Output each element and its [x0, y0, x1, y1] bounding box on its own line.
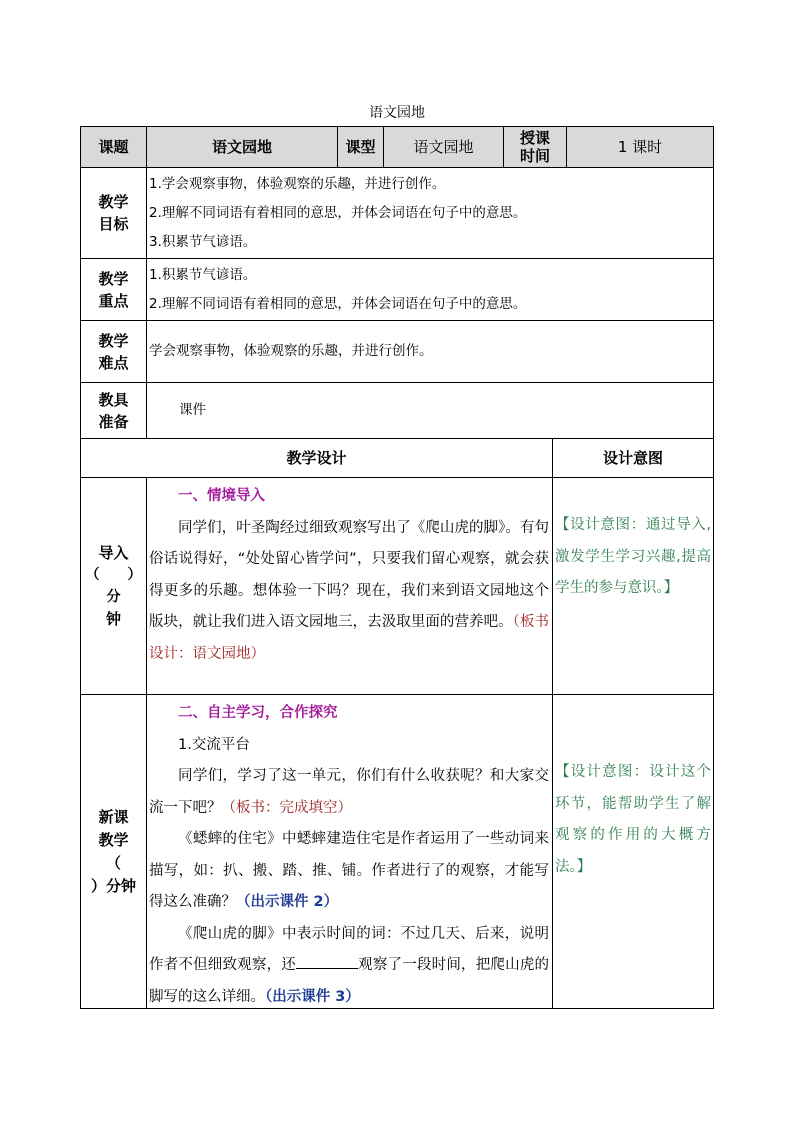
new-lesson-label-line1: 新课	[98, 807, 129, 826]
document-title: 语文园地	[369, 105, 425, 121]
intro-label-line3: 钟	[105, 610, 121, 628]
key-points-label-line2: 重点	[98, 291, 129, 310]
time-value: 1 课时	[566, 126, 714, 168]
fill-blank	[296, 950, 358, 969]
goal-item: 3.积累节气谚语。	[149, 234, 257, 250]
intro-intent: 【设计意图：通过导入,激发学生学习兴趣,提高学生的参与意识。】	[552, 477, 714, 695]
intro-label-line2: （ ）分	[85, 567, 142, 605]
new-lesson-heading: 二、自主学习，合作探究	[178, 705, 338, 721]
topic-value: 语文园地	[146, 126, 338, 168]
lesson-plan-table	[80, 126, 714, 1009]
type-label: 课型	[337, 126, 384, 168]
goals-label-line2: 目标	[98, 215, 129, 233]
p2-note: （出示课件 2）	[236, 894, 339, 910]
goal-item: 2.理解不同词语有着相同的意思，并体会词语在句子中的意思。	[149, 205, 527, 221]
intro-board-note: （板书设计：语文园地）	[149, 614, 549, 662]
goals-label-line1: 教学	[98, 193, 129, 211]
intro-content	[146, 477, 553, 695]
new-lesson-label	[80, 694, 147, 1009]
intro-heading: 一、情境导入	[178, 488, 265, 504]
new-lesson-content	[146, 694, 553, 1009]
materials-content	[146, 382, 714, 439]
p2-text: 《蟋蟀的住宅》中蟋蟀建造住宅是作者运用了一些动词来描写，如：扒、搬、踏、推、铺。作者进行了的观察，才能写得这么准确？	[149, 831, 549, 910]
key-points-content	[146, 258, 714, 321]
key-points-label-line1: 教学	[98, 269, 129, 288]
time-label-line1: 授课	[519, 129, 550, 147]
difficulties-text: 学会观察事物，体验观察的乐趣，并进行创作。	[149, 343, 433, 359]
new-lesson-label-line3: （	[105, 853, 121, 872]
new-lesson-paragraph-1	[149, 761, 549, 824]
new-lesson-paragraph-2	[149, 824, 549, 919]
materials-label	[80, 382, 147, 439]
new-lesson-label-line2: 教学	[98, 830, 129, 849]
p3-text-b: 观察了一段时间，把爬山虎的脚写的这么详细。	[149, 957, 550, 1005]
time-label	[503, 126, 567, 168]
goals-content	[146, 167, 714, 259]
p1-text: 同学们，学习了这一单元，你们有什么收获呢？和大家交流一下吧？	[149, 768, 549, 816]
new-lesson-subheading: 1.交流平台	[178, 736, 250, 753]
p3-text-a: 《爬山虎的脚》中表示时间的词：不过几天、后来，说明作者不但细致观察，还	[149, 925, 549, 973]
key-point-item: 2.理解不同词语有着相同的意思，并体会词语在句子中的意思。	[149, 296, 527, 312]
key-point-item: 1.积累节气谚语。	[149, 267, 257, 283]
difficulties-label-line2: 难点	[98, 353, 129, 372]
difficulties-content	[146, 320, 714, 383]
time-label-line2: 时间	[519, 147, 550, 165]
intro-label	[80, 477, 147, 695]
materials-label-line1: 教具	[98, 390, 129, 409]
new-lesson-paragraph-3	[149, 919, 549, 1014]
difficulties-label-line1: 教学	[98, 331, 129, 350]
type-value: 语文园地	[383, 126, 504, 168]
goal-item: 1.学会观察事物，体验观察的乐趣，并进行创作。	[149, 176, 446, 192]
key-points-label	[80, 258, 147, 321]
goals-label	[80, 167, 147, 259]
new-lesson-intent: 【设计意图：设计这个环节，能帮助学生了解观察的作用的大概方法。】	[552, 694, 714, 1009]
intro-label-line1: 导入	[98, 544, 129, 562]
new-lesson-label-line4: ）分钟	[90, 876, 136, 895]
intro-paragraph	[149, 513, 549, 671]
materials-text: 课件	[179, 402, 206, 418]
p3-note: （出示课件 3）	[265, 988, 360, 1005]
intro-text: 同学们，叶圣陶经过细致观察写出了《爬山虎的脚》。有句俗话说得好，“处处留心皆学问”，只要我们留心观察，就会获得更多的乐趣。想体验一下吗？现在，我们来到语文园地这个版块，就让我们进入语文园地三，去汲取里面的营养吧。	[149, 519, 549, 630]
p1-note: （板书：完成填空）	[221, 799, 352, 816]
intent-header: 设计意图	[552, 438, 714, 478]
topic-label: 课题	[80, 126, 147, 168]
materials-label-line2: 准备	[98, 412, 129, 431]
design-header: 教学设计	[80, 438, 553, 478]
difficulties-label	[80, 320, 147, 383]
